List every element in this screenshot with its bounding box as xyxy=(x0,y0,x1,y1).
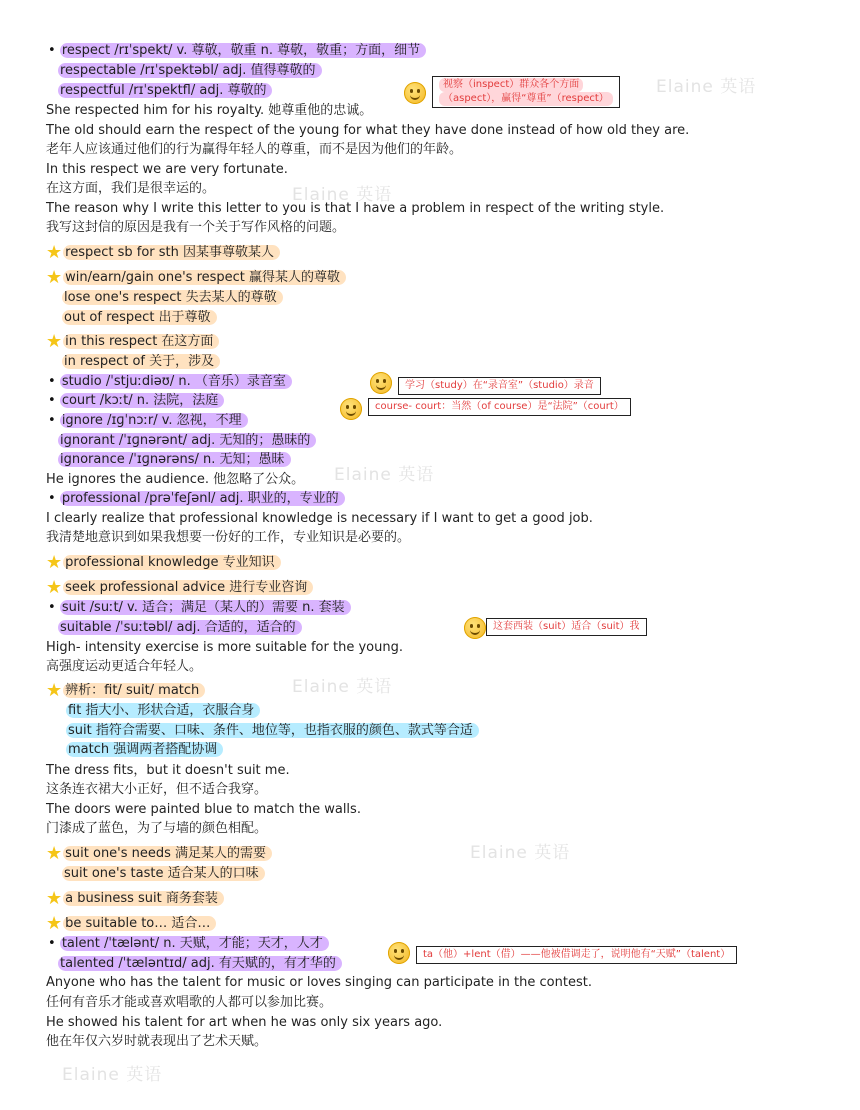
smiley-icon xyxy=(370,372,392,394)
comparison-suit: suit 指符合需要、口味、条件、地位等，也指衣服的颜色、款式等合适 xyxy=(66,722,479,740)
entry-court: • court /kɔːt/ n. 法院，法庭 xyxy=(48,392,224,410)
mnemonic-note-respect: 视察（inspect）群众各个方面 （aspect），赢得“尊重”（respect） xyxy=(432,76,620,108)
phrase-item: in respect of 关于，涉及 xyxy=(62,353,220,371)
example-sentence: In this respect we are very fortunate. xyxy=(46,162,288,177)
example-translation: 高强度运动更适合年轻人。 xyxy=(46,659,203,674)
star-icon: ★ xyxy=(46,843,63,864)
comparison-match: match 强调两者搭配协调 xyxy=(66,741,223,759)
phrase-item: ★ professional knowledge 专业知识 xyxy=(46,554,281,572)
phrase-item: suit one's taste 适合某人的口味 xyxy=(62,865,265,883)
star-icon: ★ xyxy=(46,331,63,352)
phrase-item: ★ in this respect 在这方面 xyxy=(46,333,219,351)
entry-ignore: • ignore /ɪɡˈnɔːr/ v. 忽视，不理 xyxy=(48,412,248,430)
entry-suit: • suit /suːt/ v. 适合；满足（某人的）需要 n. 套装 xyxy=(48,599,351,617)
entry-studio: • studio /ˈstjuːdiəʊ/ n. （音乐）录音室 xyxy=(48,373,292,391)
star-icon: ★ xyxy=(46,913,63,934)
watermark: Elaine 英语 xyxy=(62,1065,163,1085)
mnemonic-note-suit: 这套西装（suit）适合（suit）我 xyxy=(486,618,647,636)
example-sentence: I clearly realize that professional knowledge is necessary if I want to get a good job. xyxy=(46,511,593,526)
derivative-respectful: respectful /rɪˈspektfl/ adj. 尊敬的 xyxy=(58,82,272,100)
example-translation: 老年人应该通过他们的行为赢得年轻人的尊重，而不是因为他们的年龄。 xyxy=(46,142,463,157)
smiley-icon xyxy=(404,82,426,104)
example-sentence: He ignores the audience. 他忽略了公众。 xyxy=(46,472,305,487)
example-sentence: The old should earn the respect of the young for what they have done instead of how old they are. xyxy=(46,123,690,138)
mnemonic-note-talent: ta（他）+lent（借）——他被借调走了，说明他有“天赋”（talent） xyxy=(416,946,737,964)
derivative-talented: talented /ˈtæləntɪd/ adj. 有天赋的，有才华的 xyxy=(58,955,342,973)
phrase-item: lose one's respect 失去某人的尊敬 xyxy=(62,289,283,307)
star-icon: ★ xyxy=(46,888,63,909)
entry-respect xyxy=(48,42,426,60)
phrase-item: out of respect 出于尊敬 xyxy=(62,309,217,327)
derivative-ignorance: ignorance /ˈɪɡnərəns/ n. 无知；愚昧 xyxy=(58,451,291,469)
phrase-item: ★ seek professional advice 进行专业咨询 xyxy=(46,579,313,597)
derivative-respectable: respectable /rɪˈspektəbl/ adj. 值得尊敬的 xyxy=(58,62,322,80)
smiley-icon xyxy=(388,942,410,964)
smiley-icon xyxy=(464,617,486,639)
example-sentence: The dress fits，but it doesn't suit me. xyxy=(46,763,290,778)
watermark: Elaine 英语 xyxy=(470,843,571,863)
phrase-item: ★ win/earn/gain one's respect 赢得某人的尊敬 xyxy=(46,269,346,287)
example-translation: 门漆成了蓝色，为了与墙的颜色相配。 xyxy=(46,821,268,836)
example-sentence: Anyone who has the talent for music or loves singing can participate in the contest. xyxy=(46,975,592,990)
watermark: Elaine 英语 xyxy=(334,465,435,485)
example-translation: 他在年仅六岁时就表现出了艺术天赋。 xyxy=(46,1034,268,1049)
smiley-icon xyxy=(340,398,362,420)
example-sentence: High- intensity exercise is more suitable for the young. xyxy=(46,640,403,655)
star-icon: ★ xyxy=(46,577,63,598)
star-icon: ★ xyxy=(46,267,63,288)
star-icon: ★ xyxy=(46,680,63,701)
entry-talent: • talent /ˈtælənt/ n. 天赋，才能；天才，人才 xyxy=(48,935,329,953)
mnemonic-note-studio: 学习（study）在“录音室”（studio）录音 xyxy=(398,377,601,395)
entry-professional: • professional /prəˈfeʃənl/ adj. 职业的，专业的 xyxy=(48,490,345,508)
example-translation: 在这方面，我们是很幸运的。 xyxy=(46,181,216,196)
example-sentence: He showed his talent for art when he was only six years ago. xyxy=(46,1015,443,1030)
derivative-ignorant: ignorant /ˈɪɡnərənt/ adj. 无知的；愚昧的 xyxy=(58,432,316,450)
derivative-suitable: suitable /ˈsuːtəbl/ adj. 合适的，适合的 xyxy=(58,619,302,637)
phrase-item: ★ be suitable to… 适合… xyxy=(46,915,216,933)
example-translation: 任何有音乐才能或喜欢唱歌的人都可以参加比赛。 xyxy=(46,995,333,1010)
watermark: Elaine 英语 xyxy=(292,185,393,205)
comparison-fit: fit 指大小、形状合适，衣服合身 xyxy=(66,702,260,720)
example-translation: 这条连衣裙大小正好，但不适合我穿。 xyxy=(46,782,268,797)
watermark: Elaine 英语 xyxy=(656,77,757,97)
example-translation: 我清楚地意识到如果我想要一份好的工作，专业知识是必要的。 xyxy=(46,530,411,545)
headword-respect: respect /rɪˈspekt/ v. 尊敬，敬重 n. 尊敬，敬重；方面，细节 xyxy=(60,43,426,58)
phrase-item: ★ respect sb for sth 因某事尊敬某人 xyxy=(46,244,280,262)
star-icon: ★ xyxy=(46,552,63,573)
star-icon: ★ xyxy=(46,242,63,263)
example-sentence: The doors were painted blue to match the walls. xyxy=(46,802,361,817)
mnemonic-note-court: course- court：当然（of course）是“法院”（court） xyxy=(368,398,631,416)
comparison-heading: ★ 辨析：fit/ suit/ match xyxy=(46,682,205,700)
watermark: Elaine 英语 xyxy=(292,677,393,697)
example-sentence: The reason why I write this letter to you is that I have a problem in respect of the writing style. xyxy=(46,201,665,216)
example-sentence: She respected him for his royalty. 她尊重他的忠诚。 xyxy=(46,103,373,118)
example-translation: 我写这封信的原因是我有一个关于写作风格的问题。 xyxy=(46,220,346,235)
phrase-item: ★ a business suit 商务套装 xyxy=(46,890,224,908)
phrase-item: ★ suit one's needs 满足某人的需要 xyxy=(46,845,272,863)
